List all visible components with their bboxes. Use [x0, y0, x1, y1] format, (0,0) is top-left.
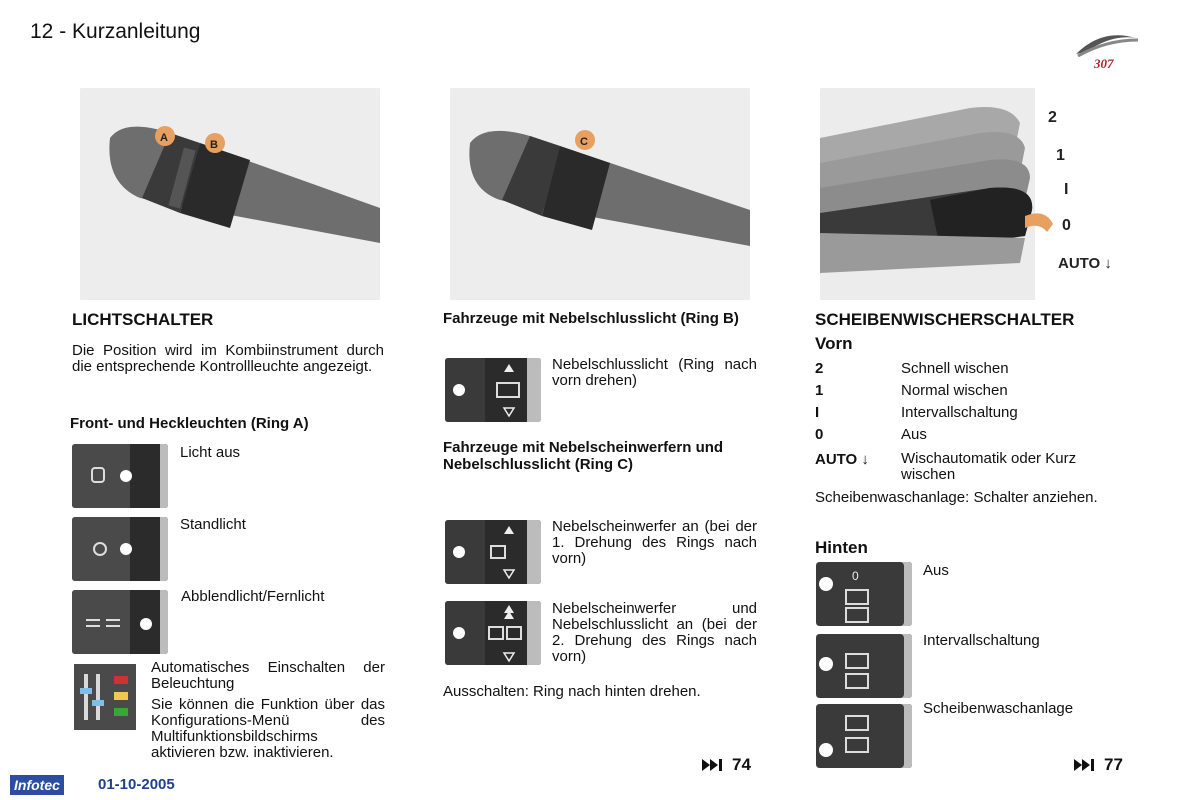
front-fog-thumb — [445, 520, 541, 584]
front-rear-fog-heading: Fahrzeuge mit Nebelscheinwerfern und Nebelschlusslicht (Ring C) — [443, 439, 724, 473]
lights-off-label: Licht aus — [180, 444, 241, 461]
fog-off-text: Ausschalten: Ring nach hinten drehen. — [443, 683, 701, 700]
list-item: I Intervallschaltung — [815, 404, 1018, 421]
rear-wiper-interval-label: Intervallschaltung — [923, 632, 1040, 649]
rear-fog-text: Nebelschlusslicht (Ring nach vorn drehen) — [552, 356, 757, 389]
page-title: 12 - Kurzanleitung — [30, 20, 201, 43]
rear-wiper-title: Hinten — [815, 538, 868, 557]
photo-label-a: A — [160, 132, 168, 144]
front-rear-lights-subheading: Front- und Heckleuchten (Ring A) — [70, 415, 309, 432]
fast-forward-icon — [700, 757, 724, 773]
rear-wiper-off-thumb — [816, 562, 912, 626]
rear-fog-thumb — [445, 358, 541, 422]
light-switch-photo — [80, 88, 380, 300]
wiper-label-2: 2 — [1048, 109, 1057, 126]
washer-text: Scheibenwaschanlage: Schalter anziehen. — [815, 489, 1098, 506]
page-reference-number: 77 — [1104, 755, 1123, 774]
wiper-label-0: 0 — [1062, 217, 1071, 234]
parking-light-thumb — [72, 517, 168, 581]
infotec-badge: Infotec — [10, 775, 64, 795]
parking-light-label: Standlicht — [180, 516, 246, 533]
front-wiper-title: Vorn — [815, 334, 853, 353]
wiper-label-auto: AUTO ↓ — [1058, 255, 1112, 272]
light-switch-intro: Die Position wird im Kombiinstrument durch die entsprechende Kontrollleuchte angezeigt. — [72, 342, 384, 375]
list-item: 0 Aus — [815, 426, 927, 443]
wiper-label-i: I — [1064, 181, 1069, 198]
peugeot-307-logo — [1072, 26, 1142, 76]
wiper-label-1: 1 — [1056, 147, 1065, 164]
list-item: 2 Schnell wischen — [815, 360, 1009, 377]
lights-off-thumb — [72, 444, 168, 508]
front-rear-fog-text: Nebelscheinwerfer und Nebelschlusslicht an (bei der 2. Drehung des Rings nach vorn) — [552, 600, 757, 665]
rear-wiper-interval-thumb — [816, 634, 912, 698]
list-item: AUTO ↓ Wischautomatik oder Kurz wischen — [815, 450, 1077, 483]
rear-wiper-off-label: Aus — [923, 562, 949, 579]
rear-washer-label: Scheibenwaschanlage — [923, 700, 1074, 717]
low-high-beam-thumb — [72, 590, 168, 654]
svg-text:0: 0 — [852, 569, 859, 583]
wiper-switch-photo — [820, 88, 1130, 300]
page-reference-77[interactable] — [1072, 755, 1123, 775]
auto-lighting-text: Sie können die Funktion über das Konfigurations-Menü des Multifunktionsbildschirms aktivieren bzw. inaktivieren. — [151, 696, 385, 761]
front-rear-fog-thumb — [445, 601, 541, 665]
auto-lighting-title: Automatisches Einschalten der Beleuchtung — [151, 659, 385, 692]
footer-date: 01-10-2005 — [98, 776, 175, 793]
page-reference-74[interactable] — [700, 755, 751, 775]
front-wiper-list — [815, 360, 1127, 483]
rear-washer-thumb — [816, 704, 912, 768]
fast-forward-icon — [1072, 757, 1096, 773]
section-heading-wiper-switch: SCHEIBENWISCHERSCHALTER — [815, 310, 1075, 329]
photo-label-b: B — [210, 139, 218, 151]
rear-fog-heading: Fahrzeuge mit Nebelschlusslicht (Ring B) — [443, 310, 739, 327]
front-fog-text: Nebelscheinwerfer an (bei der 1. Drehung des Rings nach vorn) — [552, 518, 757, 567]
section-heading-light-switch: LICHTSCHALTER — [72, 310, 214, 329]
page-reference-number: 74 — [732, 755, 751, 774]
photo-label-c: C — [580, 136, 588, 148]
list-item: 1 Normal wischen — [815, 382, 1008, 399]
auto-lighting-config-icon — [74, 664, 136, 730]
logo-number: 307 — [1094, 56, 1114, 71]
low-high-beam-label: Abblendlicht/Fernlicht — [181, 588, 325, 605]
fog-light-switch-photo — [450, 88, 750, 300]
